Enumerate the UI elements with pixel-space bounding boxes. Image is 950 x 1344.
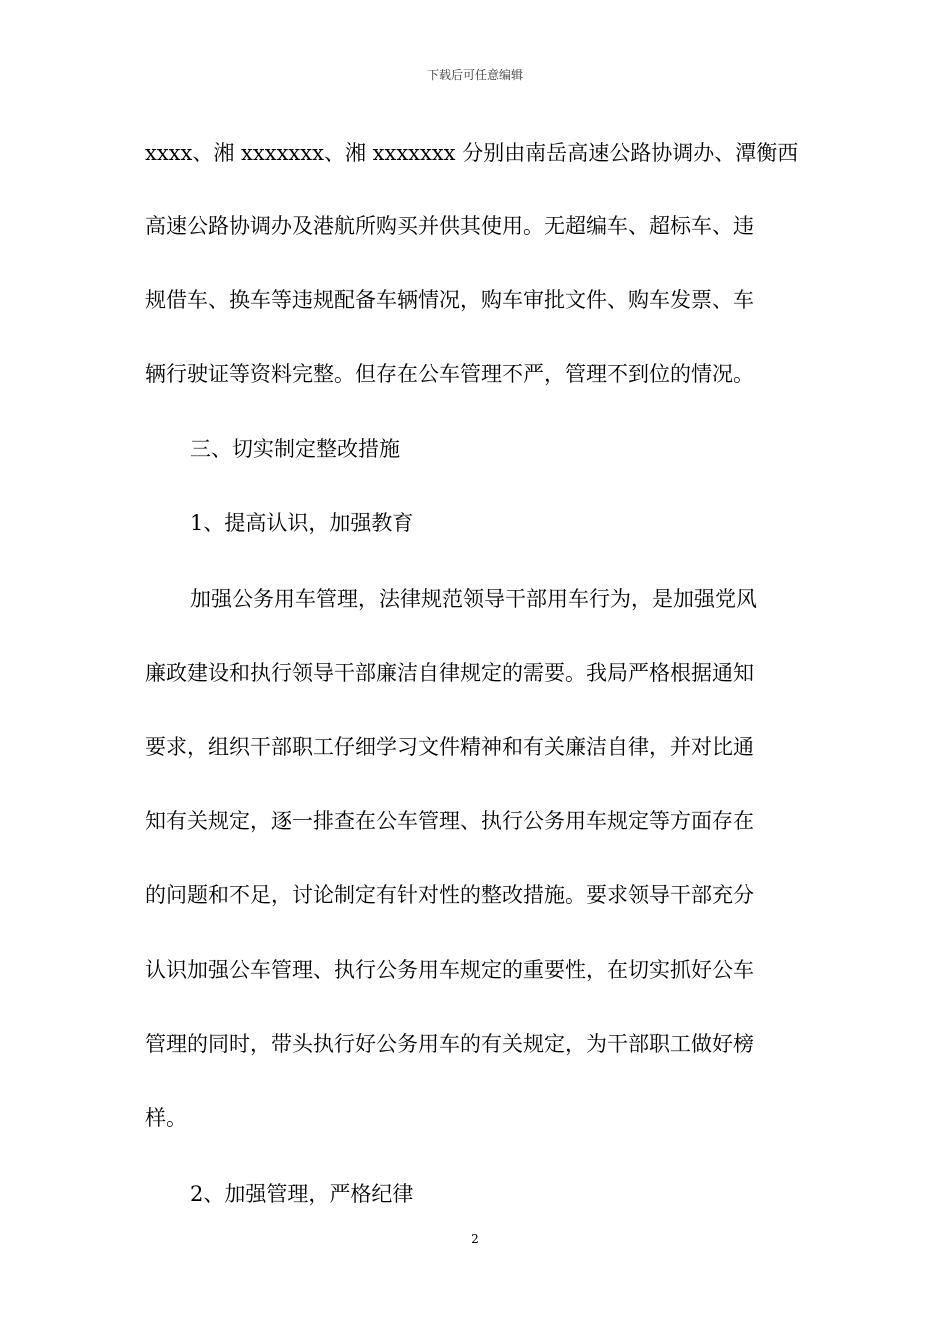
text-line: 高速公路协调办及港航所购买并供其使用。无超编车、超标车、违 (145, 214, 754, 238)
text-line: 知有关规定，逐一排查在公车管理、执行公务用车规定等方面存在 (145, 809, 754, 833)
subsection-heading: 2、加强管理，严格纪律 (190, 1182, 414, 1206)
subsection-heading: 1、提高认识，加强教育 (190, 511, 414, 535)
text-line: 规借车、换车等违规配备车辆情况，购车审批文件、购车发票、车 (145, 288, 754, 312)
text-line: 样。 (145, 1106, 187, 1130)
page-number: 2 (471, 1232, 479, 1246)
text-line: 管理的同时，带头执行好公务用车的有关规定，为干部职工做好榜 (145, 1032, 754, 1056)
section-heading: 三、切实制定整改措施 (190, 437, 400, 461)
text-line: xxxx、湘 xxxxxxx、湘 xxxxxxx 分别由南岳高速公路协调办、潭衡西 (145, 141, 799, 165)
text-line: 要求，组织干部职工仔细学习文件精神和有关廉洁自律，并对比通 (145, 735, 754, 759)
page-header: 下载后可任意编辑 (426, 68, 523, 82)
text-line: 辆行驶证等资料完整。但存在公车管理不严，管理不到位的情况。 (145, 362, 754, 386)
text-line: 廉政建设和执行领导干部廉洁自律规定的需要。我局严格根据通知 (145, 661, 754, 685)
text-line: 认识加强公车管理、执行公务用车规定的重要性，在切实抓好公车 (145, 958, 754, 982)
text-line: 加强公务用车管理，法律规范领导干部用车行为，是加强党风 (190, 587, 757, 611)
text-line: 的问题和不足，讨论制定有针对性的整改措施。要求领导干部充分 (145, 883, 754, 907)
